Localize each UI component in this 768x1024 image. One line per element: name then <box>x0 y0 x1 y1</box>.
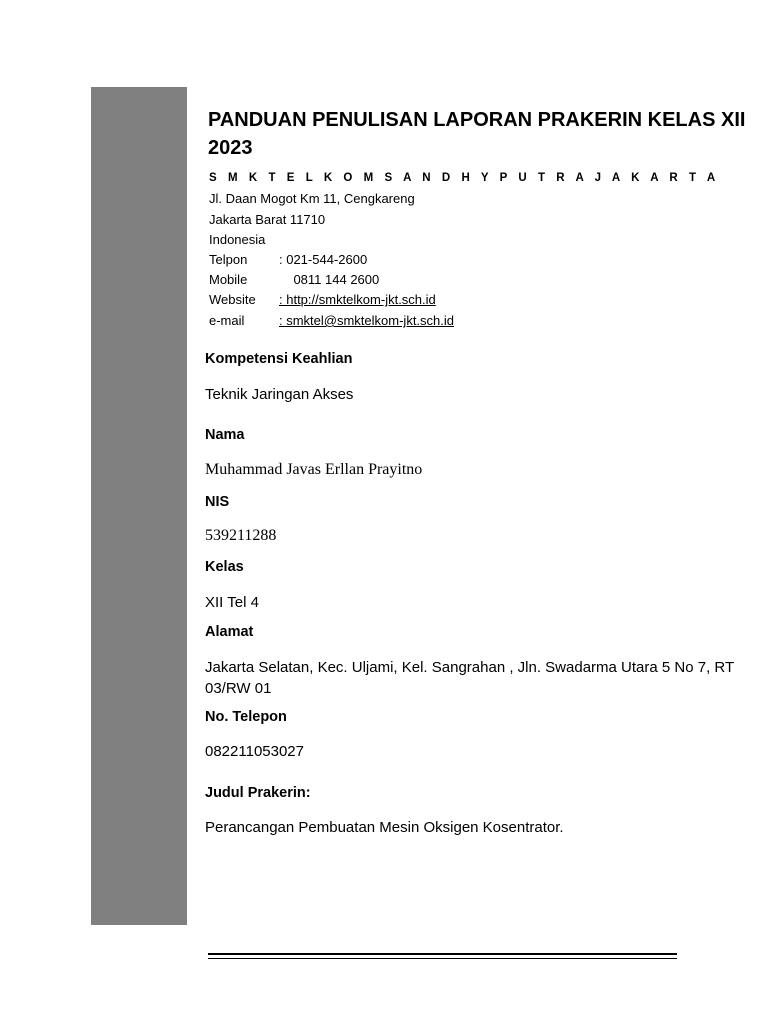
field-label-telepon: No. Telepon <box>205 709 287 725</box>
contact-value: : 021-544-2600 <box>279 252 368 267</box>
contact-website <box>209 292 436 308</box>
field-value-nama: Muhammad Javas Erllan Prayitno <box>205 461 423 478</box>
footer-rule-thick <box>208 953 677 955</box>
email-link[interactable]: : smktel@smktelkom-jkt.sch.id <box>279 313 454 328</box>
field-value-kelas: XII Tel 4 <box>205 594 259 611</box>
contact-label: Mobile <box>209 272 248 287</box>
contact-mobile <box>209 272 379 288</box>
contact-label: e-mail <box>209 313 245 328</box>
contact-label: Telpon <box>209 252 248 267</box>
field-value-judul: Perancangan Pembuatan Mesin Oksigen Kosentrator. <box>205 819 564 836</box>
field-label-kelas: Kelas <box>205 559 244 575</box>
contact-label: Website <box>209 292 256 307</box>
contact-telpon <box>209 252 367 268</box>
field-label-nama: Nama <box>205 427 245 443</box>
contact-email <box>209 313 454 329</box>
school-name: S M K T E L K O M S A N D H Y P U T R A J A K A R T A <box>209 172 720 184</box>
field-label-kompetensi: Kompetensi Keahlian <box>205 351 353 367</box>
footer-rule-thin <box>208 958 677 959</box>
field-value-telepon: 082211053027 <box>205 743 304 760</box>
contact-value: 0811 144 2600 <box>279 272 380 287</box>
address-line: Jakarta Barat 11710 <box>209 212 326 227</box>
field-value-nis: 539211288 <box>205 527 277 544</box>
document-title: PANDUAN PENULISAN LAPORAN PRAKERIN KELAS XII 2023 <box>208 109 746 159</box>
address-line: Indonesia <box>209 232 266 247</box>
field-value-kompetensi: Teknik Jaringan Akses <box>205 386 354 403</box>
field-value-alamat: Jakarta Selatan, Kec. Uljami, Kel. Sangrahan , Jln. Swadarma Utara 5 No 7, RT 03/RW 01 <box>205 659 734 697</box>
field-label-judul: Judul Prakerin: <box>205 785 311 801</box>
field-label-nis: NIS <box>205 494 230 510</box>
field-label-alamat: Alamat <box>205 624 254 640</box>
address-line: Jl. Daan Mogot Km 11, Cengkareng <box>209 191 415 206</box>
website-link[interactable]: : http://smktelkom-jkt.sch.id <box>279 292 436 307</box>
